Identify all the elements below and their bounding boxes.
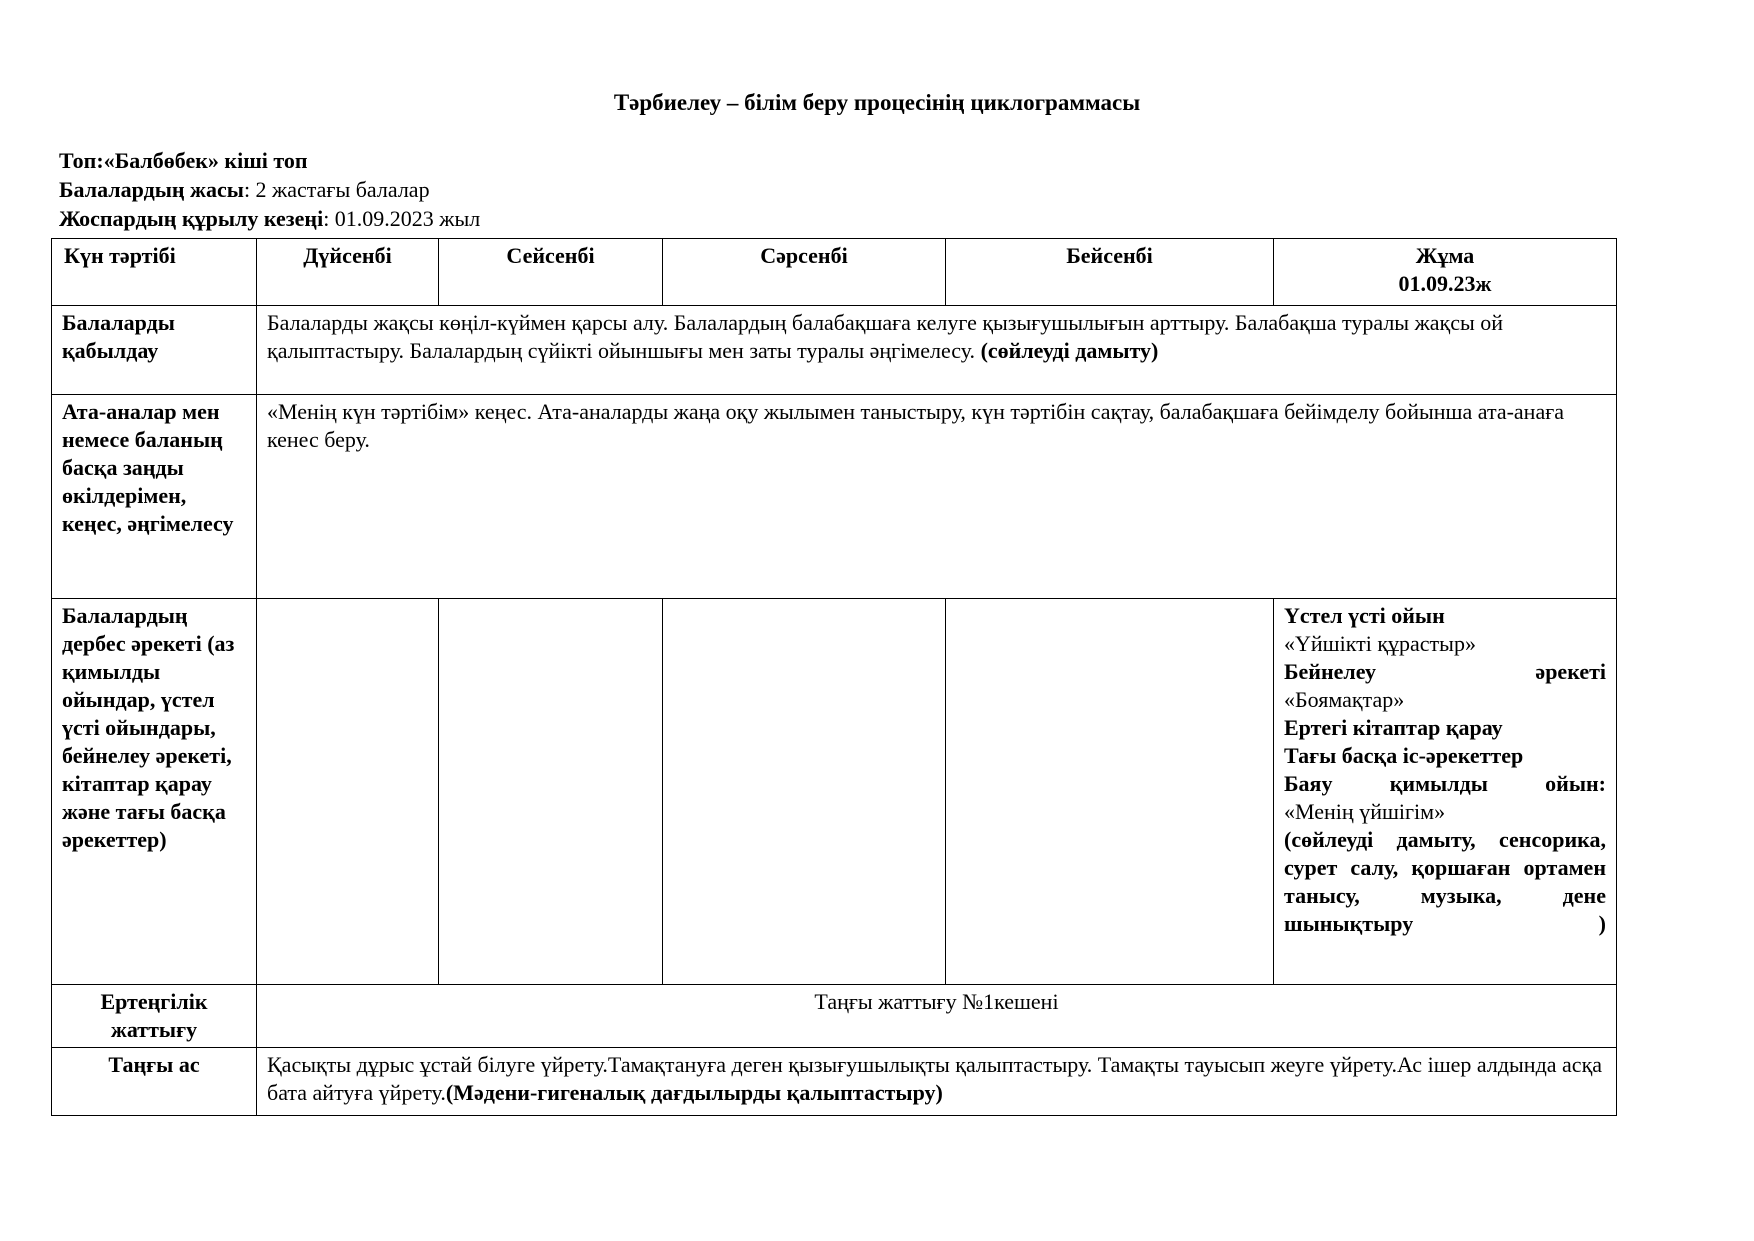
row-parents [52,395,1617,599]
row-label-independent: Балалардың дербес әрекеті (аз қимылды ойындар, үстел үсті ойындары, бейнелеу әрекеті, кітаптар қарау және тағы басқа әрекеттер) [52,599,257,985]
independent-friday-cell [1274,599,1617,985]
header-tuesday: Сейсенбі [439,239,663,306]
cyclogram-table [51,238,1617,1116]
age-label: Балалардың жасы [59,177,244,202]
row-text-exercise: Таңғы жаттығу №1кешені [257,985,1617,1048]
row-text-reception [257,306,1617,395]
breakfast-bold: (Мәдени-гигеналық дағдылырды қалыптастыру) [445,1080,943,1105]
independent-monday-cell [257,599,439,985]
row-exercise [52,985,1617,1048]
row-label-reception: Балаларды қабылдау [52,306,257,395]
header-daily-routine: Күн тәртібі [52,239,257,306]
age-line [59,175,480,204]
friday-line-1: Үстел үсті ойын [1284,603,1445,628]
row-label-parents: Ата-аналар мен немесе баланың басқа заңды өкілдерімен, кеңес, әңгімелесу [52,395,257,599]
independent-tuesday-cell [439,599,663,985]
row-independent [52,599,1617,985]
friday-line-4: «Боямақтар» [1284,687,1405,712]
header-monday: Дүйсенбі [257,239,439,306]
period-label: Жоспардың құрылу кезеңі [59,206,324,231]
friday-line-9: (сөйлеуді дамыту, сенсорика, сурет салу, қоршаған ортамен танысу, музыка, дене шынықтыру ) [1284,827,1606,936]
friday-line-2: «Үйшікті құрастыр» [1284,631,1476,656]
row-label-exercise: Ертеңгілік жаттығу [52,985,257,1048]
header-friday [1274,239,1617,306]
header-friday-date: 01.09.23ж [1398,271,1492,296]
friday-line-7: Баяу қимылды ойын: [1284,771,1606,796]
header-row [52,239,1617,306]
reception-bold: (сөйлеуді дамыту) [980,338,1159,363]
period-value: : 01.09.2023 жыл [323,206,481,231]
breakfast-text: Қасықты дұрыс ұстай білуге үйрету.Тамақтануға деген қызығушылықты қалыптастыру. Тамақты тауысып жеуге үйрету.Ас ішер алдында асқа бата айтуға үйрету. [267,1052,1603,1105]
friday-line-3: Бейнелеу әрекеті [1284,659,1606,684]
header-thursday: Бейсенбі [946,239,1274,306]
independent-thursday-cell [946,599,1274,985]
reception-text: Балаларды жақсы көңіл-күймен қарсы алу. Балалардың балабақшаға келуге қызығушылығын арттыру. Балабақша туралы жақсы ой қалыптастыру. Балалардың сүйікті ойыншығы мен заты туралы әңгімелесу. [267,310,1504,363]
page-title: Тәрбиелеу – білім беру процесінің циклограммасы [613,90,1141,115]
row-text-parents: «Менің күн тәртібім» кеңес. Ата-аналарды жаңа оқу жылымен таныстыру, күн тәртібін сақтау, балабақшаға бейімделу бойынша ата-анаға кенес беру. [257,395,1617,599]
header-wednesday: Сәрсенбі [663,239,946,306]
row-breakfast [52,1048,1617,1116]
friday-line-6: Тағы басқа іс-әрекеттер [1284,743,1524,768]
row-label-breakfast: Таңғы ас [52,1048,257,1116]
group-line: Топ:«Балбөбек» кіші топ [59,148,308,173]
header-friday-day: Жұма [1415,243,1475,268]
row-reception [52,306,1617,395]
row-text-breakfast [257,1048,1617,1116]
period-line [59,204,480,233]
plan-meta [59,146,480,233]
age-value: : 2 жастағы балалар [243,177,430,202]
independent-wednesday-cell [663,599,946,985]
friday-line-8: «Менің үйшігім» [1284,799,1446,824]
friday-line-5: Ертегі кітаптар қарау [1284,715,1503,740]
